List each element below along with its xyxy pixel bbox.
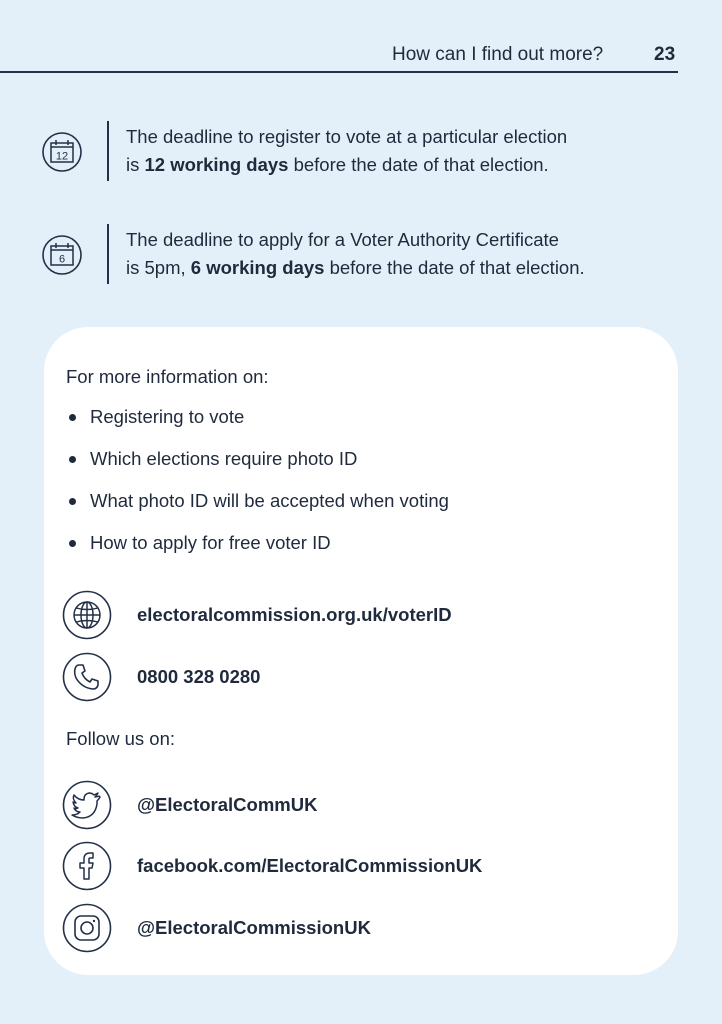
twitter-handle[interactable]: @ElectoralCommUK — [137, 794, 318, 815]
list-item: Registering to vote — [66, 403, 449, 445]
list-item: How to apply for free voter ID — [66, 529, 449, 571]
page-title: How can I find out more? — [392, 44, 604, 65]
deadline-line-1: The deadline to apply for a Voter Authority Certificate — [126, 229, 559, 250]
deadline-emphasis: 12 working days — [144, 154, 289, 175]
calendar-icon — [42, 131, 82, 173]
facebook-link[interactable]: facebook.com/ElectoralCommissionUK — [137, 855, 483, 876]
calendar-icon — [42, 234, 82, 276]
phone-number[interactable]: 0800 328 0280 — [137, 666, 261, 687]
divider — [107, 224, 109, 284]
instagram-contact[interactable] — [62, 903, 652, 955]
deadline-text — [126, 226, 585, 282]
page-number: 23 — [654, 44, 676, 65]
deadline-line-2: is 5pm, 6 working days before the date of that election. — [126, 257, 585, 278]
divider — [107, 121, 109, 181]
info-card — [44, 327, 678, 975]
calendar-number: 6 — [58, 253, 66, 266]
website-contact[interactable] — [62, 590, 652, 642]
deadline-register — [42, 121, 662, 185]
deadline-emphasis: 6 working days — [190, 257, 325, 278]
instagram-handle[interactable]: @ElectoralCommissionUK — [137, 917, 371, 938]
info-list — [66, 403, 449, 571]
twitter-contact[interactable] — [62, 780, 652, 832]
list-item: What photo ID will be accepted when voting — [66, 487, 449, 529]
facebook-icon — [62, 841, 112, 891]
deadline-line-1: The deadline to register to vote at a particular election — [126, 126, 568, 147]
deadline-text — [126, 123, 567, 179]
follow-label: Follow us on: — [66, 728, 175, 749]
twitter-icon — [62, 780, 112, 830]
header-divider — [0, 71, 678, 73]
instagram-icon — [62, 903, 112, 953]
calendar-number: 12 — [55, 150, 69, 163]
website-link[interactable]: electoralcommission.org.uk/voterID — [137, 604, 452, 625]
deadline-vac — [42, 224, 662, 288]
globe-icon — [62, 590, 112, 640]
deadline-line-2: is 12 working days before the date of that election. — [126, 154, 549, 175]
phone-icon — [62, 652, 112, 702]
info-intro: For more information on: — [66, 366, 269, 387]
facebook-contact[interactable] — [62, 841, 652, 893]
phone-contact[interactable] — [62, 652, 652, 704]
list-item: Which elections require photo ID — [66, 445, 449, 487]
